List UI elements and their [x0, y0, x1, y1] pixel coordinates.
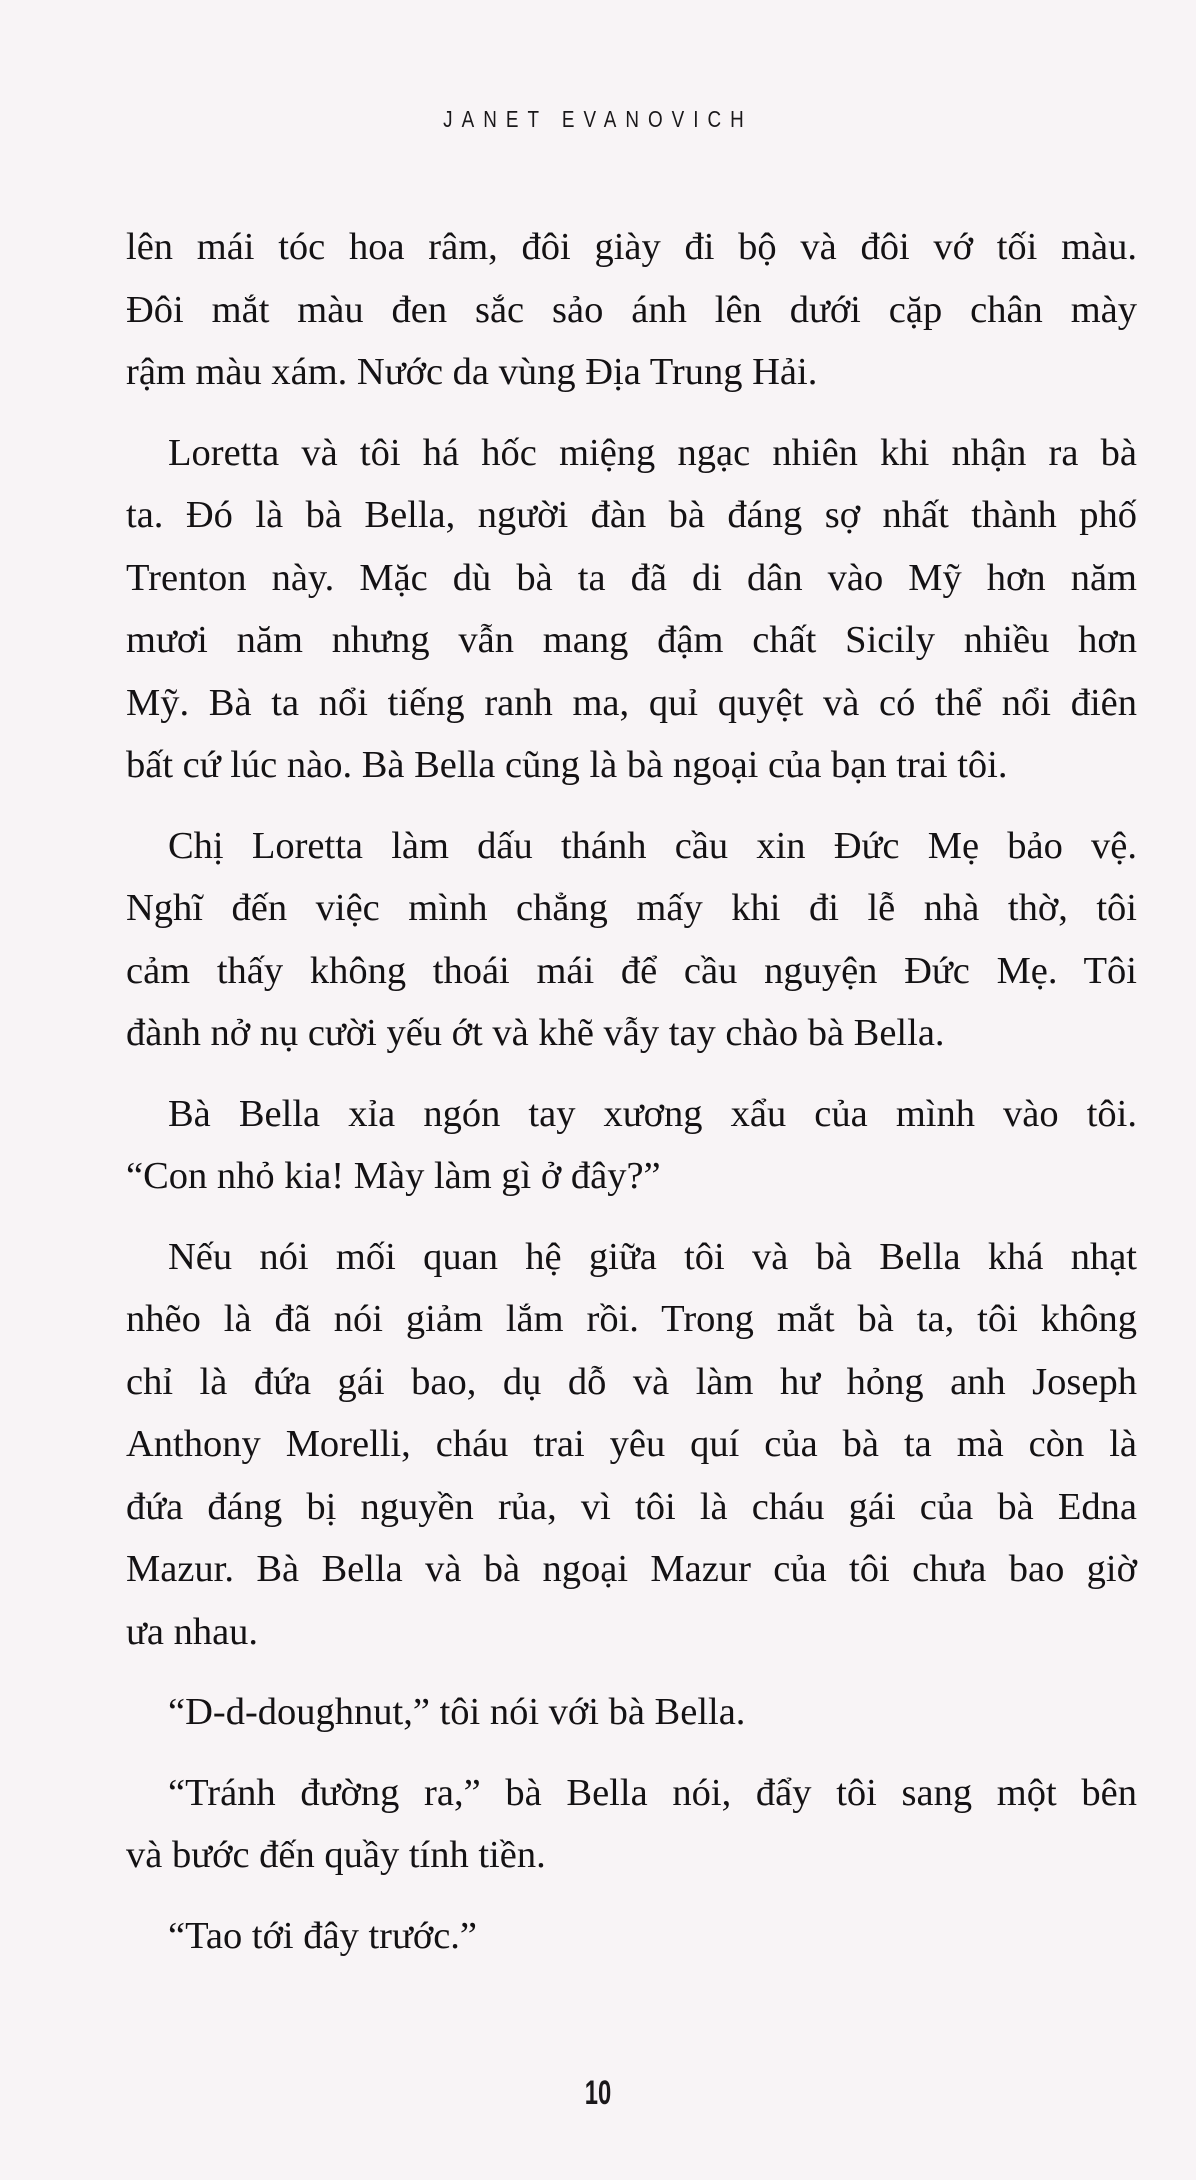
- text-line: Anthony Morelli, cháu trai yêu quí của bà ta mà còn là: [126, 1423, 1137, 1465]
- paragraph: [126, 422, 1137, 797]
- text-line: nhẽo là đã nói giảm lắm rồi. Trong mắt bà ta, tôi không: [126, 1298, 1137, 1340]
- text-line: đứa đáng bị nguyền rủa, vì tôi là cháu gái của bà Edna: [126, 1485, 1137, 1528]
- text-line: Mỹ. Bà ta nổi tiếng ranh ma, quỉ quyệt và có thể nổi điên: [126, 681, 1137, 724]
- text-line: Nghĩ đến việc mình chẳng mấy khi đi lễ nhà thờ, tôi: [126, 887, 1137, 929]
- text-line: “Tao tới đây trước.”: [168, 1914, 478, 1957]
- text-line: “Tránh đường ra,” bà Bella nói, đẩy tôi sang một bên: [168, 1771, 1137, 1814]
- text-line: lên mái tóc hoa râm, đôi giày đi bộ và đôi vớ tối màu.: [126, 226, 1137, 268]
- paragraph: [126, 1762, 1137, 1887]
- text-line: chỉ là đứa gái bao, dụ dỗ và làm hư hỏng anh Joseph: [126, 1360, 1137, 1403]
- text-line: cảm thấy không thoái mái để cầu nguyện Đức Mẹ. Tôi: [126, 949, 1137, 992]
- paragraph: [126, 1905, 1137, 1968]
- text-line: đành nở nụ cười yếu ớt và khẽ vẫy tay chào bà Bella.: [126, 1012, 945, 1054]
- paragraph: [126, 216, 1137, 404]
- text-line: mươi năm nhưng vẫn mang đậm chất Sicily nhiều hơn: [126, 619, 1137, 661]
- text-line: Bà Bella xỉa ngón tay xương xẩu của mình vào tôi.: [168, 1092, 1137, 1135]
- text-line: Loretta và tôi há hốc miệng ngạc nhiên khi nhận ra bà: [168, 431, 1137, 474]
- paragraph: [126, 1681, 1137, 1744]
- text-line: Đôi mắt màu đen sắc sảo ánh lên dưới cặp chân mày: [126, 288, 1137, 331]
- text-line: Mazur. Bà Bella và bà ngoại Mazur của tôi chưa bao giờ: [126, 1548, 1137, 1590]
- text-line: và bước đến quầy tính tiền.: [126, 1834, 546, 1876]
- text-line: ta. Đó là bà Bella, người đàn bà đáng sợ nhất thành phố: [126, 494, 1137, 536]
- text-line: ưa nhau.: [126, 1610, 259, 1653]
- text-line: rậm màu xám. Nước da vùng Địa Trung Hải.: [126, 351, 818, 393]
- text-line: “D-d-doughnut,” tôi nói với bà Bella.: [168, 1691, 746, 1733]
- paragraph: [126, 815, 1137, 1065]
- paragraph: [126, 1226, 1137, 1664]
- text-line: Trenton này. Mặc dù bà ta đã di dân vào Mỹ hơn năm: [126, 556, 1137, 599]
- text-line: Chị Loretta làm dấu thánh cầu xin Đức Mẹ bảo vệ.: [168, 824, 1137, 867]
- text-line: bất cứ lúc nào. Bà Bella cũng là bà ngoại của bạn trai tôi.: [126, 744, 1008, 786]
- paragraph: [126, 1083, 1137, 1208]
- text-line: Nếu nói mối quan hệ giữa tôi và bà Bella khá nhạt: [168, 1235, 1137, 1278]
- text-line: “Con nhỏ kia! Mày làm gì ở đây?”: [126, 1155, 661, 1197]
- body-text: [126, 216, 1137, 1985]
- running-head-author: JANET EVANOVICH: [443, 106, 753, 132]
- page-number: 10: [584, 2074, 612, 2112]
